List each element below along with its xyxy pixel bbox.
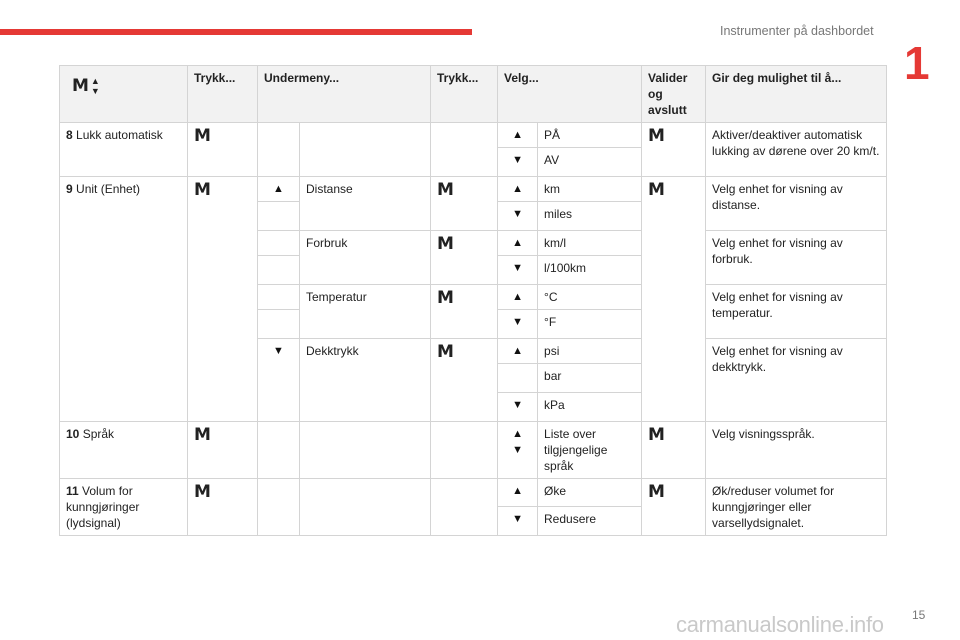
row-description: Velg visningsspråk. xyxy=(706,422,887,479)
up-arrow-icon: ▲ xyxy=(498,479,538,507)
header-menu-icon-cell xyxy=(60,66,188,123)
row8-label: 8 Lukk automatisk xyxy=(60,123,188,177)
m-button-icon: M xyxy=(431,177,498,231)
up-down-arrow-icon: ▲ ▼ xyxy=(498,422,538,479)
option-value: miles xyxy=(538,202,642,231)
submenu-dekktrykk: Dekktrykk xyxy=(300,339,431,422)
option-value: Liste over tilgjengelige språk xyxy=(538,422,642,479)
table-row-9 xyxy=(60,177,887,202)
row10-label: 10 Språk xyxy=(60,422,188,479)
settings-table xyxy=(59,65,887,536)
submenu-temperatur: Temperatur xyxy=(300,285,431,339)
row-description: Velg enhet for visning av dekktrykk. xyxy=(706,339,887,422)
table-header-row xyxy=(60,66,887,123)
down-arrow-icon: ▼ xyxy=(90,86,100,96)
red-accent-bar xyxy=(0,29,472,35)
submenu-distanse: Distanse xyxy=(300,177,431,231)
m-button-icon: M xyxy=(431,285,498,339)
m-button-icon: M xyxy=(642,123,706,177)
menu-button-icon: M ▲ ▼ xyxy=(72,76,100,96)
up-arrow-icon: ▲ xyxy=(498,339,538,364)
col-trykk-1: Trykk... xyxy=(188,66,258,123)
table-row-10 xyxy=(60,422,887,479)
col-trykk-2: Trykk... xyxy=(431,66,498,123)
watermark: carmanualsonline.info xyxy=(676,612,884,637)
down-arrow-icon: ▼ xyxy=(498,507,538,536)
m-button-icon: M xyxy=(188,422,258,479)
m-button-icon: M xyxy=(642,177,706,422)
chapter-number: 1 xyxy=(904,37,930,89)
m-button-icon: M xyxy=(642,479,706,536)
option-value: AV xyxy=(538,148,642,177)
col-description: Gir deg mulighet til å... xyxy=(706,66,887,123)
col-velg: Velg... xyxy=(498,66,642,123)
up-arrow-icon: ▲ xyxy=(90,76,100,86)
m-button-icon: M xyxy=(188,177,258,422)
m-button-icon: M xyxy=(188,123,258,177)
row-description: Øk/reduser volumet for kunngjøringer eller varsellydsignalet. xyxy=(706,479,887,536)
row-description: Velg enhet for visning av distanse. xyxy=(706,177,887,231)
down-arrow-icon: ▼ xyxy=(258,339,300,422)
down-arrow-icon: ▼ xyxy=(498,393,538,422)
page-number: 15 xyxy=(912,608,926,622)
up-arrow-icon: ▲ xyxy=(498,123,538,148)
submenu-forbruk: Forbruk xyxy=(300,231,431,285)
up-arrow-icon: ▲ xyxy=(498,177,538,202)
col-undermeny: Undermeny... xyxy=(258,66,431,123)
option-value: °F xyxy=(538,310,642,339)
table-row-8 xyxy=(60,123,887,148)
option-value: °C xyxy=(538,285,642,310)
up-arrow-icon: ▲ xyxy=(258,177,300,202)
option-value: Redusere xyxy=(538,507,642,536)
option-value: l/100km xyxy=(538,256,642,285)
section-title: Instrumenter på dashbordet xyxy=(720,24,874,38)
up-arrow-icon: ▲ xyxy=(498,231,538,256)
col-valider: Valider og avslutt xyxy=(642,66,706,123)
option-value: km xyxy=(538,177,642,202)
down-arrow-icon: ▼ xyxy=(498,148,538,177)
m-button-icon: M xyxy=(642,422,706,479)
option-value: bar xyxy=(538,364,642,393)
down-arrow-icon: ▼ xyxy=(498,310,538,339)
m-button-icon: M xyxy=(188,479,258,536)
option-value: PÅ xyxy=(538,123,642,148)
row9-label: 9 Unit (Enhet) xyxy=(60,177,188,422)
option-value: Øke xyxy=(538,479,642,507)
m-button-icon: M xyxy=(431,231,498,285)
down-arrow-icon: ▼ xyxy=(498,202,538,231)
row-description: Velg enhet for visning av temperatur. xyxy=(706,285,887,339)
option-value: psi xyxy=(538,339,642,364)
up-arrow-icon: ▲ xyxy=(498,285,538,310)
option-value: km/l xyxy=(538,231,642,256)
row11-label: 11 Volum for kunngjøringer (lydsignal) xyxy=(60,479,188,536)
row-description: Aktiver/deaktiver automatisk lukking av dørene over 20 km/t. xyxy=(706,123,887,177)
m-button-icon: M xyxy=(431,339,498,422)
table-row-11 xyxy=(60,479,887,507)
row-description: Velg enhet for visning av forbruk. xyxy=(706,231,887,285)
down-arrow-icon: ▼ xyxy=(498,256,538,285)
option-value: kPa xyxy=(538,393,642,422)
